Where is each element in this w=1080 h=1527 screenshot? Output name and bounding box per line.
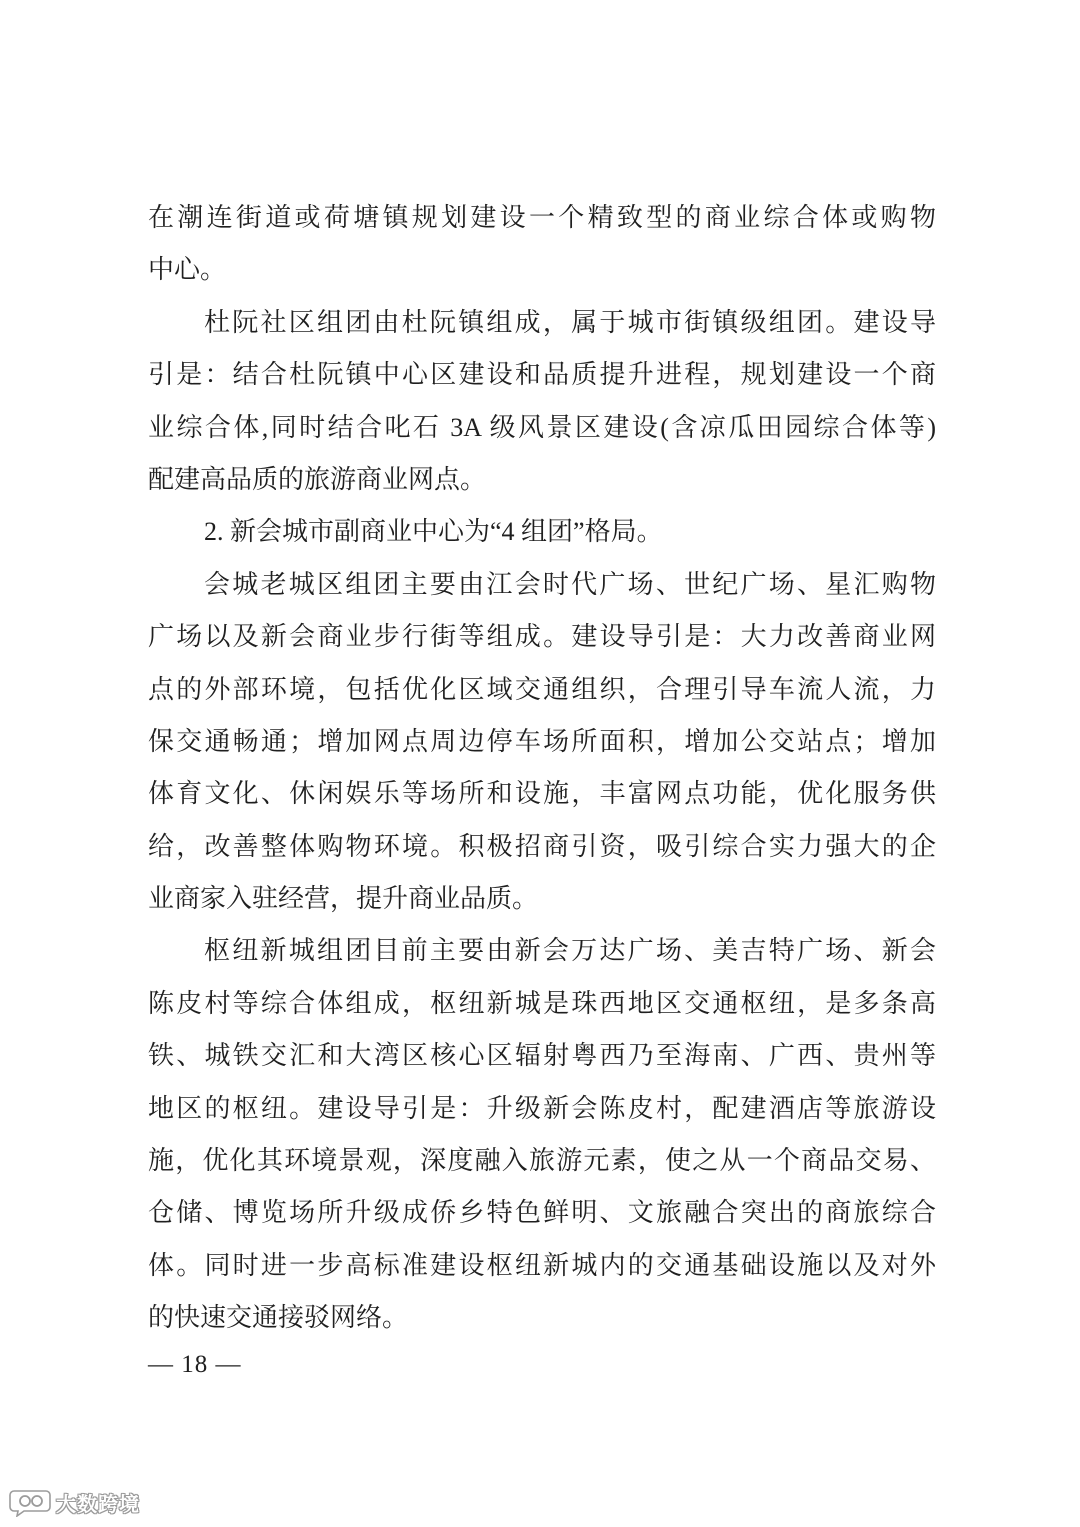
text-line: 引是：结合杜阮镇中心区建设和品质提升进程，规划建设一个商: [148, 360, 936, 390]
watermark: [8, 1486, 140, 1518]
text-line: 体育文化、休闲娱乐等场所和设施，丰富网点功能，优化服务供: [148, 779, 936, 809]
section-heading: [148, 506, 936, 558]
document-body: [148, 192, 936, 1345]
text-line: 地区的枢纽。建设导引是：升级新会陈皮村，配建酒店等旅游设: [148, 1093, 936, 1123]
paragraph: [148, 297, 936, 507]
text-line: 仓储、博览场所升级成侨乡特色鲜明、文旅融合突出的商旅综合: [148, 1198, 936, 1228]
text-line: 在潮连街道或荷塘镇规划建设一个精致型的商业综合体或购物: [148, 203, 936, 232]
text-line: 施，优化其环境景观，深度融入旅游元素，使之从一个商品交易、: [148, 1146, 936, 1176]
text-line: 体。同时进一步高标准建设枢纽新城内的交通基础设施以及对外: [148, 1250, 936, 1280]
watermark-text: 大数跨境: [56, 1491, 140, 1516]
text-line: 杜阮社区组团由杜阮镇组成，属于城市街镇级组团。建设导: [204, 307, 936, 337]
text-line: 陈皮村等综合体组成，枢纽新城是珠西地区交通枢纽，是多条高: [148, 988, 936, 1018]
text-line: 2. 新会城市副商业中心为“4 组团”格局。: [204, 517, 663, 547]
text-line: 业商家入驻经营，提升商业品质。: [148, 884, 539, 914]
text-line: 枢纽新城组团目前主要由新会万达广场、美吉特广场、新会: [204, 936, 936, 966]
text-line: 广场以及新会商业步行街等组成。建设导引是：大力改善商业网: [148, 622, 936, 652]
text-line: 给，改善整体购物环境。积极招商引资，吸引综合实力强大的企: [148, 831, 936, 861]
text-line: 配建高品质的旅游商业网点。: [148, 464, 487, 494]
paragraph: [148, 559, 936, 926]
text-line: 中心。: [148, 255, 227, 285]
watermark-logo-icon: [8, 1487, 52, 1517]
text-line: 的快速交通接驳网络。: [148, 1303, 409, 1333]
text-line: 点的外部环境，包括优化区域交通组织，合理引导车流人流，力: [148, 674, 936, 704]
paragraph: [148, 925, 936, 1344]
page-number: — 18 —: [148, 1351, 242, 1378]
paragraph: [148, 192, 936, 297]
text-line: 业综合体,同时结合叱石 3A 级风景区建设(含凉瓜田园综合体等): [148, 412, 936, 442]
text-line: 会城老城区组团主要由江会时代广场、世纪广场、星汇购物: [204, 569, 936, 599]
text-line: 保交通畅通；增加网点周边停车场所面积，增加公交站点；增加: [148, 726, 936, 756]
text-line: 铁、城铁交汇和大湾区核心区辐射粤西乃至海南、广西、贵州等: [148, 1041, 936, 1071]
